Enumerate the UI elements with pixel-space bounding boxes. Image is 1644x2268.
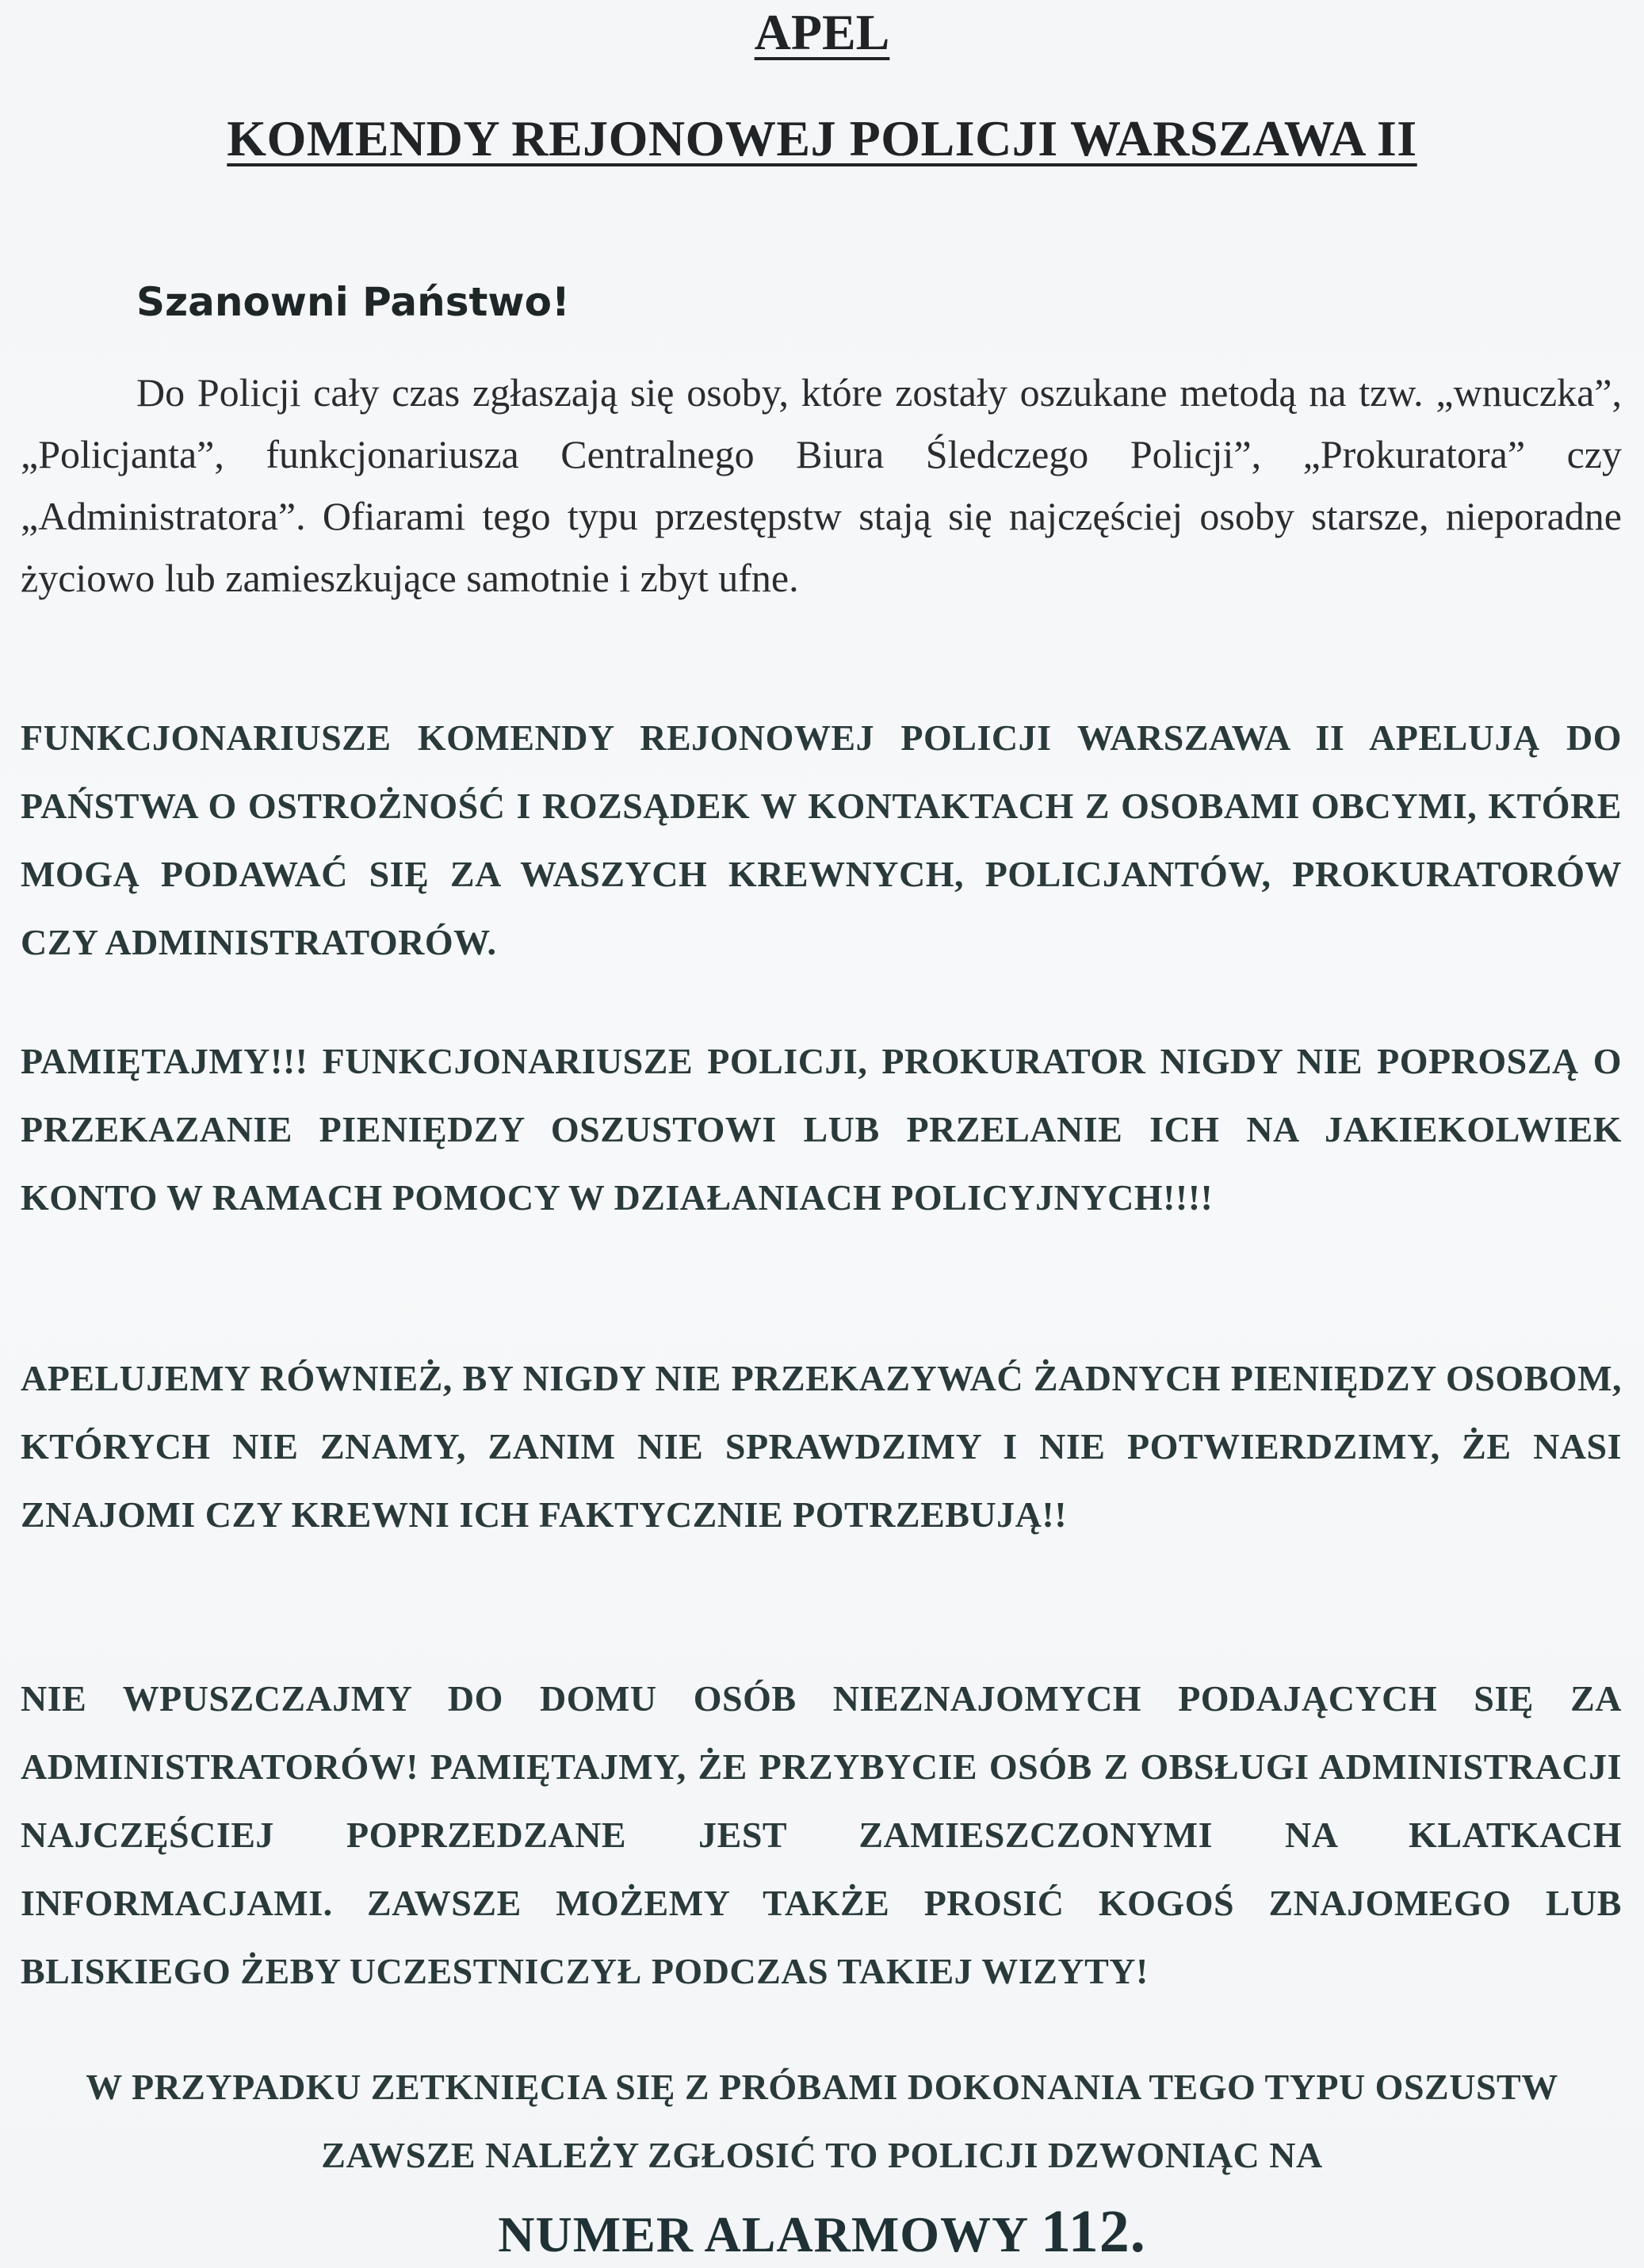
appeal-paragraph: NIE WPUSZCZAJMY DO DOMU OSÓB NIEZNAJOMYCH PODAJĄCYCH SIĘ ZA ADMINISTRATORÓW! PAMIĘTAJMY, ŻE PRZYBYCIE OSÓB Z OBSŁUGI ADMINISTRACJI NAJCZĘŚCIEJ POPRZEDZANE JEST ZAMIESZCZONYMI NA KLATKACH INFORMACJAMI. ZAWSZE MOŻEMY TAKŻE PROSIĆ KOGOŚ ZNAJOMEGO LUB BLISKIEGO ŻEBY UCZESTNICZYŁ PODCZAS TAKIEJ WIZYTY! xyxy=(21,1678,1622,1991)
greeting: Szanowni Państwo! xyxy=(136,279,570,325)
emergency-number-line xyxy=(0,2197,1644,2266)
document-subtitle: KOMENDY REJONOWEJ POLICJI WARSZAWA II xyxy=(227,110,1417,166)
emergency-label: NUMER ALARMOWY xyxy=(498,2206,1027,2262)
appeal-paragraph: FUNKCJONARIUSZE KOMENDY REJONOWEJ POLICJI WARSZAWA II APELUJĄ DO PAŃSTWA O OSTROŻNOŚĆ I ROZSĄDEK W KONTAKTACH Z OSOBAMI OBCYMI, KTÓRE MOGĄ PODAWAĆ SIĘ ZA WASZYCH KREWNYCH, POLICJANTÓW, PROKURATORÓW CZY ADMINISTRATORÓW. xyxy=(21,717,1622,962)
closing-line: W PRZYPADKU ZETKNIĘCIA SIĘ Z PRÓBAMI DOKONANIA TEGO TYPU OSZUSTW xyxy=(86,2067,1558,2107)
appeal-paragraph: PAMIĘTAJMY!!! FUNKCJONARIUSZE POLICJI, PROKURATOR NIGDY NIE POPROSZĄ O PRZEKAZANIE PIENIĘDZY OSZUSTOWI LUB PRZELANIE ICH NA JAKIEKOLWIEK KONTO W RAMACH POMOCY W DZIAŁANIACH POLICYJNYCH!!!! xyxy=(21,1041,1622,1218)
emergency-number: 112. xyxy=(1040,2198,1146,2265)
intro-paragraph: Do Policji cały czas zgłaszają się osoby, które zostały oszukane metodą na tzw. „wnuczka”, „Policjanta”, funkcjonariusza Centralnego Biura Śledczego Policji”, „Prokuratora” czy „Administratora”. Ofiarami tego typu przestępstw stają się najczęściej osoby starsze, nieporadne życiowo lub zamieszkujące samotnie i zbyt ufne. xyxy=(21,370,1622,600)
appeal-paragraph: APELUJEMY RÓWNIEŻ, BY NIGDY NIE PRZEKAZYWAĆ ŻADNYCH PIENIĘDZY OSOBOM, KTÓRYCH NIE ZNAMY, ZANIM NIE SPRAWDZIMY I NIE POTWIERDZIMY, ŻE NASI ZNAJOMI CZY KREWNI ICH FAKTYCZNIE POTRZEBUJĄ!! xyxy=(21,1358,1622,1535)
closing-line: ZAWSZE NALEŻY ZGŁOSIĆ TO POLICJI DZWONIĄC NA xyxy=(321,2135,1323,2175)
document-title: APEL xyxy=(754,4,890,60)
